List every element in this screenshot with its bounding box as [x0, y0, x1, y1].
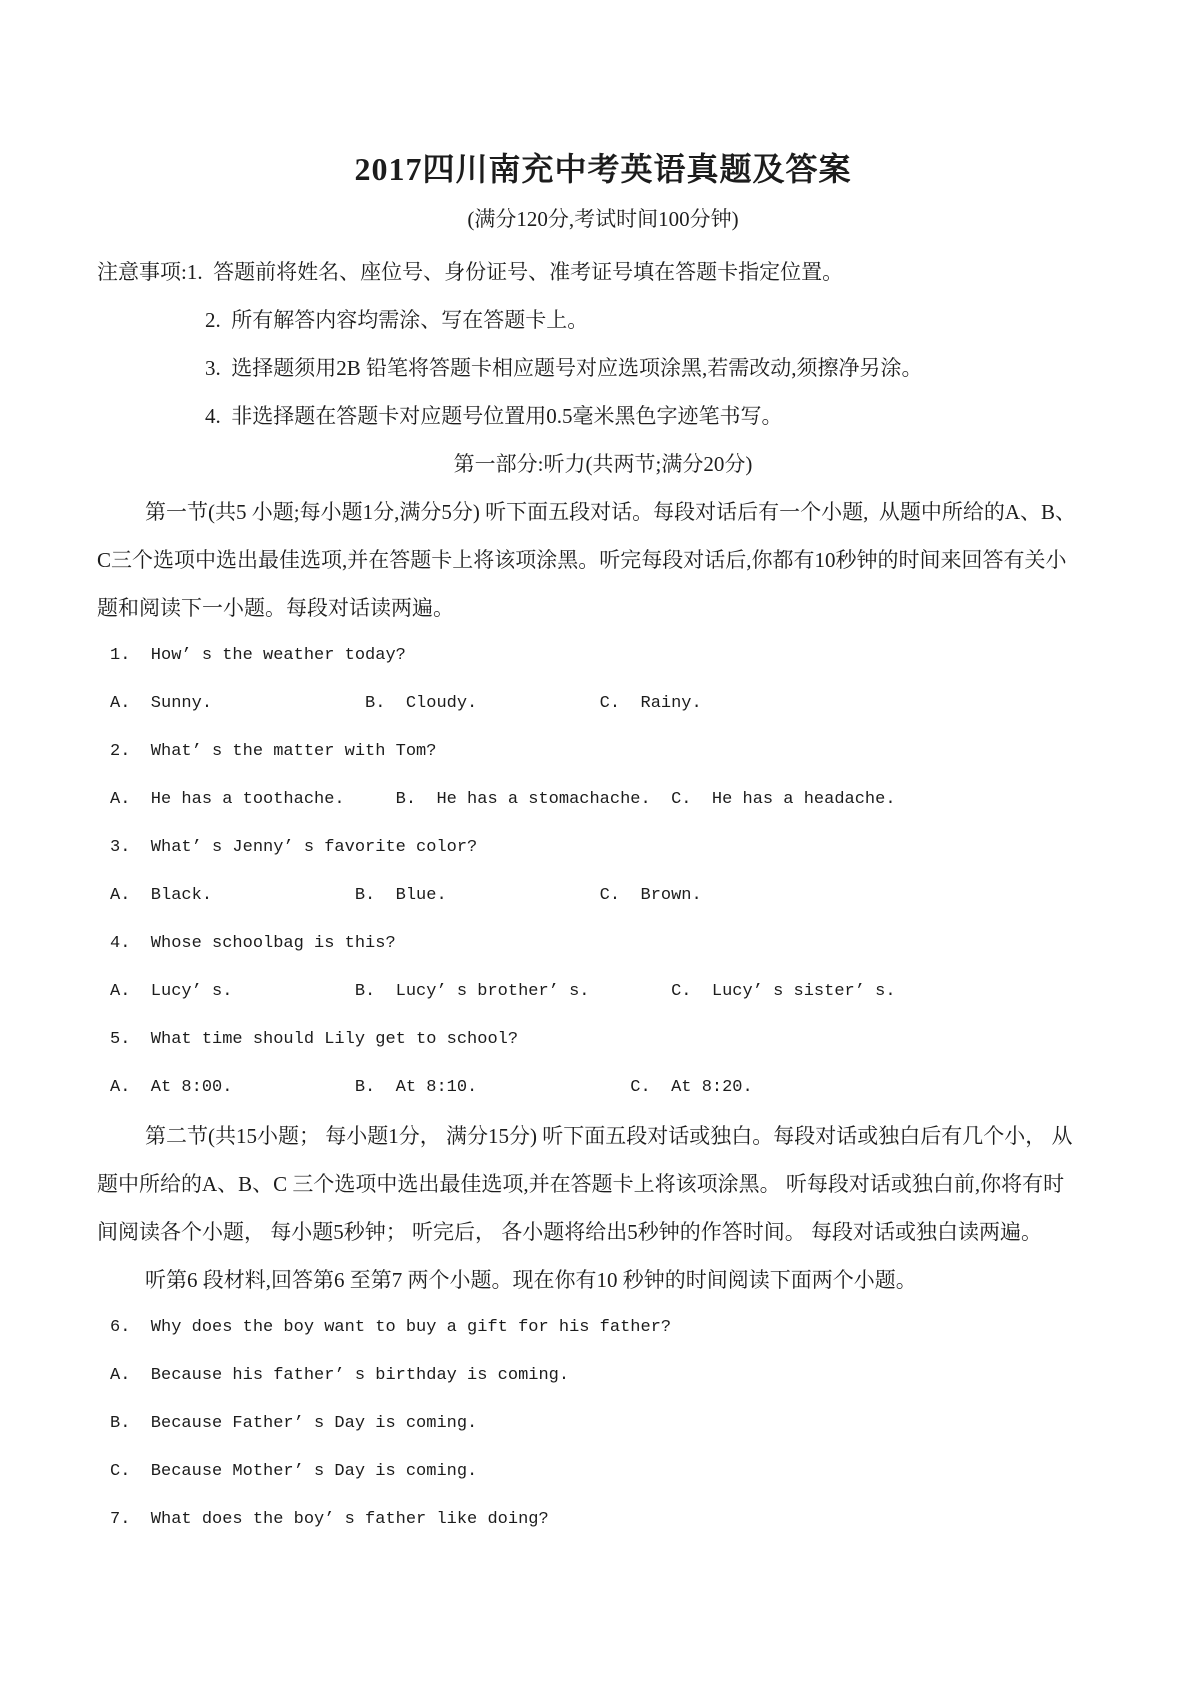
question-1: 1. How’ s the weather today?: [110, 646, 406, 665]
section1-instructions-line-2: C三个选项中选出最佳选项,并在答题卡上将该项涂黑。听完每段对话后,你都有10秒钟的时间来回答有关小: [97, 548, 1067, 572]
section1-instructions-line-3: 题和阅读下一小题。每段对话读两遍。: [97, 596, 454, 620]
question-6-option-c: C. Because Mother’ s Day is coming.: [110, 1462, 478, 1481]
question-6-option-b: B. Because Father’ s Day is coming.: [110, 1414, 478, 1433]
part1-heading: 第一部分:听力(共两节;满分20分): [453, 452, 753, 476]
notice-item-3: 3. 选择题须用2B 铅笔将答题卡相应题号对应选项涂黑,若需改动,须擦净另涂。: [205, 356, 923, 380]
question-5: 5. What time should Lily get to school?: [110, 1030, 519, 1049]
question-3: 3. What’ s Jenny’ s favorite color?: [110, 838, 478, 857]
doc-title: 2017四川南充中考英语真题及答案: [354, 151, 852, 187]
question-4-options: A. Lucy’ s. B. Lucy’ s brother’ s. C. Lucy’ s sister’ s.: [110, 982, 896, 1001]
material-6-note: 听第6 段材料,回答第6 至第7 两个小题。现在你有10 秒钟的时间阅读下面两个小题。: [145, 1268, 917, 1292]
question-6: 6. Why does the boy want to buy a gift for his father?: [110, 1318, 672, 1337]
notice-lead-line: 注意事项:1. 答题前将姓名、座位号、身份证号、准考证号填在答题卡指定位置。: [97, 260, 844, 284]
section2-instructions-line-3: 间阅读各个小题， 每小题5秒钟； 听完后， 各小题将给出5秒钟的作答时间。 每段对话或独白读两遍。: [97, 1220, 1042, 1244]
question-2: 2. What’ s the matter with Tom?: [110, 742, 437, 761]
doc-body: [97, 248, 1109, 1544]
question-4: 4. Whose schoolbag is this?: [110, 934, 396, 953]
question-1-options: A. Sunny. B. Cloudy. C. Rainy.: [110, 694, 702, 713]
notice-item-2: 2. 所有解答内容均需涂、写在答题卡上。: [205, 308, 589, 332]
doc-subtitle: (满分120分,考试时间100分钟): [467, 207, 739, 231]
section1-instructions-line-1: 第一节(共5 小题;每小题1分,满分5分) 听下面五段对话。每段对话后有一个小题, 从题中所给的A、B、: [145, 500, 1076, 524]
section2-instructions-line-1: 第二节(共15小题； 每小题1分， 满分15分) 听下面五段对话或独白。每段对话或独白后有几个小， 从: [145, 1124, 1073, 1148]
question-2-options: A. He has a toothache. B. He has a stomachache. C. He has a headache.: [110, 790, 896, 809]
question-6-option-a: A. Because his father’ s birthday is coming.: [110, 1366, 570, 1385]
question-3-options: A. Black. B. Blue. C. Brown.: [110, 886, 702, 905]
question-7: 7. What does the boy’ s father like doing?: [110, 1510, 549, 1529]
question-5-options: A. At 8:00. B. At 8:10. C. At 8:20.: [110, 1078, 753, 1097]
page-content: [97, 0, 1109, 1544]
section2-instructions-line-2: 题中所给的A、B、C 三个选项中选出最佳选项,并在答题卡上将该项涂黑。 听每段对话或独白前,你将有时: [97, 1172, 1065, 1196]
notice-item-4: 4. 非选择题在答题卡对应题号位置用0.5毫米黑色字迹笔书写。: [205, 404, 783, 428]
